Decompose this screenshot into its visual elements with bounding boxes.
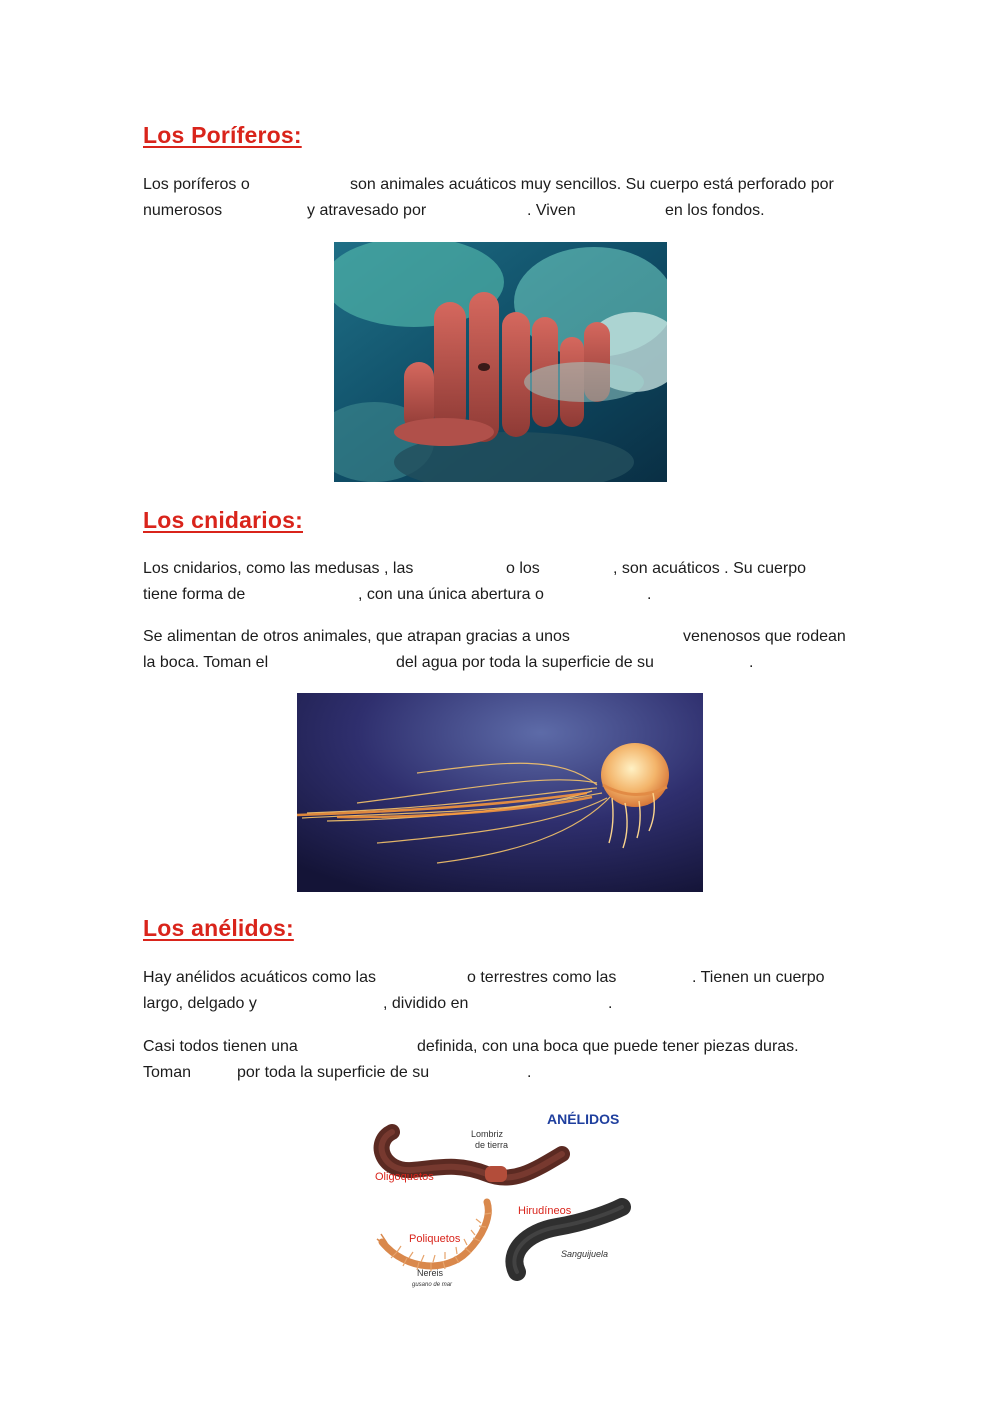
text-segment: y atravesado por <box>307 202 427 219</box>
fill-blank-input[interactable] <box>231 200 309 222</box>
fill-blank-input[interactable] <box>267 993 381 1015</box>
text-segment: . <box>608 995 613 1012</box>
fill-blank-input[interactable] <box>389 967 467 989</box>
text-segment: numerosos <box>143 202 223 219</box>
nereis-sublabel: gusano de mar <box>412 1282 453 1288</box>
earthworm-label-line1: Lombriz <box>471 1129 504 1139</box>
text-segment: . <box>647 586 652 603</box>
fill-blank-input[interactable] <box>425 558 505 580</box>
annelids-diagram <box>367 1102 633 1294</box>
diagram-title: ANÉLIDOS <box>547 1111 620 1127</box>
text-segment: son animales acuáticos muy sencillos. Su cuerpo está perforado por <box>350 176 834 193</box>
fill-blank-input[interactable] <box>479 993 609 1015</box>
text-segment: . Viven <box>527 202 576 219</box>
text-segment: , son acuáticos . Su cuerpo <box>613 560 806 577</box>
text-segment: Los cnidarios, como las medusas , las <box>143 560 414 577</box>
heading-poriferos: Los Poríferos: <box>143 122 302 148</box>
text-segment: del agua por toda la superficie de su <box>396 654 654 671</box>
group-label-hirudineos: Hirudíneos <box>518 1205 572 1217</box>
text-segment: Toman <box>143 1064 192 1081</box>
fill-blank-input[interactable] <box>443 1062 532 1084</box>
group-label-oligoquetos: Oligoquetos <box>375 1171 434 1183</box>
fill-blank-input[interactable] <box>261 174 349 196</box>
fill-blank-input[interactable] <box>199 1062 239 1084</box>
text-segment: Hay anélidos acuáticos como las <box>143 969 377 986</box>
heading-cnidarios: Los cnidarios: <box>143 507 303 533</box>
text-segment: . <box>527 1064 532 1081</box>
earthworm-label-line2: de tierra <box>475 1140 509 1150</box>
group-label-poliquetos: Poliquetos <box>409 1233 461 1245</box>
text-segment: . Tienen un cuerpo <box>692 969 825 986</box>
fill-blank-input[interactable] <box>561 584 652 606</box>
fill-blank-input[interactable] <box>671 652 754 674</box>
nereis-label: Nereis <box>417 1268 444 1278</box>
text-segment: en los fondos. <box>665 202 765 219</box>
text-segment: tiene forma de <box>143 586 246 603</box>
text-segment: por toda la superficie de su <box>237 1064 430 1081</box>
jellyfish-photo <box>297 693 703 892</box>
text-segment: Se alimentan de otros animales, que atrapan gracias a unos <box>143 628 570 645</box>
fill-blank-input[interactable] <box>281 652 395 674</box>
text-segment: o terrestres como las <box>467 969 617 986</box>
text-segment: , dividido en <box>383 995 469 1012</box>
fill-blank-input[interactable] <box>549 558 615 580</box>
fill-blank-input[interactable] <box>591 626 683 648</box>
fill-blank-input[interactable] <box>629 967 693 989</box>
text-segment: , con una única abertura o <box>358 586 544 603</box>
fill-blank-input[interactable] <box>583 200 665 222</box>
text-segment: la boca. Toman el <box>143 654 269 671</box>
heading-anelidos: Los anélidos: <box>143 915 294 941</box>
text-segment: largo, delgado y <box>143 995 257 1012</box>
leech-label: Sanguijuela <box>561 1249 609 1259</box>
fill-blank-input[interactable] <box>435 200 527 222</box>
fill-blank-input[interactable] <box>259 584 359 606</box>
text-segment: definida, con una boca que puede tener piezas duras. <box>417 1038 799 1055</box>
fill-blank-input[interactable] <box>311 1036 415 1058</box>
text-segment: . <box>749 654 754 671</box>
sea-sponge-photo <box>334 242 667 482</box>
text-segment: Casi todos tienen una <box>143 1038 298 1055</box>
text-segment: o los <box>506 560 540 577</box>
text-segment: venenosos que rodean <box>683 628 846 645</box>
text-segment: Los poríferos o <box>143 176 250 193</box>
